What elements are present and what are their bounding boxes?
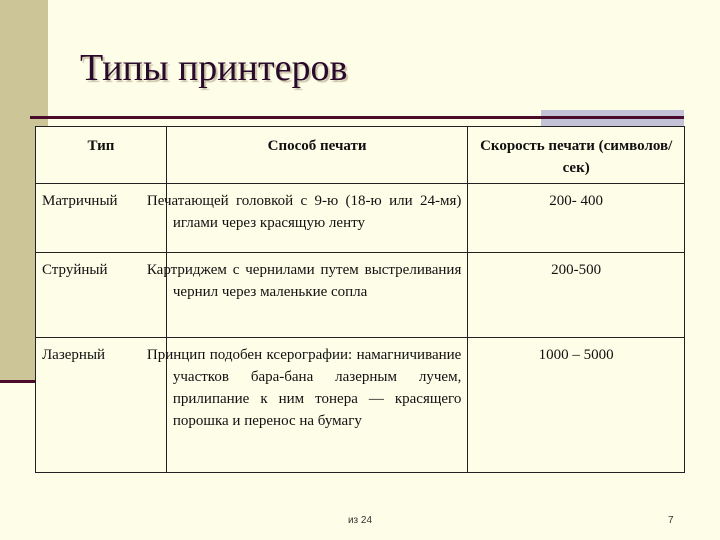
table-row [36, 184, 685, 253]
cell-type: Матричный [36, 184, 167, 253]
table-row [36, 338, 685, 473]
printer-types-table [35, 126, 685, 473]
header-method: Способ печати [166, 127, 467, 184]
cell-speed: 200-500 [468, 253, 685, 338]
table-row [36, 253, 685, 338]
cell-method: Картриджем с чернилами путем выстреливания чернил через маленькие сопла [166, 253, 467, 338]
slide-title: Типы принтеров [80, 47, 348, 89]
cell-type: Струйный [36, 253, 167, 338]
header-speed: Скорость печати (символов/сек) [468, 127, 685, 184]
cell-type: Лазерный [36, 338, 167, 473]
cell-speed: 1000 – 5000 [468, 338, 685, 473]
header-type: Тип [36, 127, 167, 184]
cell-method: Принцип подобен ксерографии: намагничивание участков бара-бана лазерным лучем, прилипание к ним тонера — красящего порошка и перенос на бумагу [166, 338, 467, 473]
title-underline [30, 116, 684, 119]
footer-slide-count: из 24 [347, 515, 373, 526]
footer-page-number: 7 [668, 515, 674, 526]
cell-method: Печатающей головкой с 9-ю (18-ю или 24-мя) иглами через красящую ленту [166, 184, 467, 253]
table-header-row [36, 127, 685, 184]
cell-speed: 200- 400 [468, 184, 685, 253]
